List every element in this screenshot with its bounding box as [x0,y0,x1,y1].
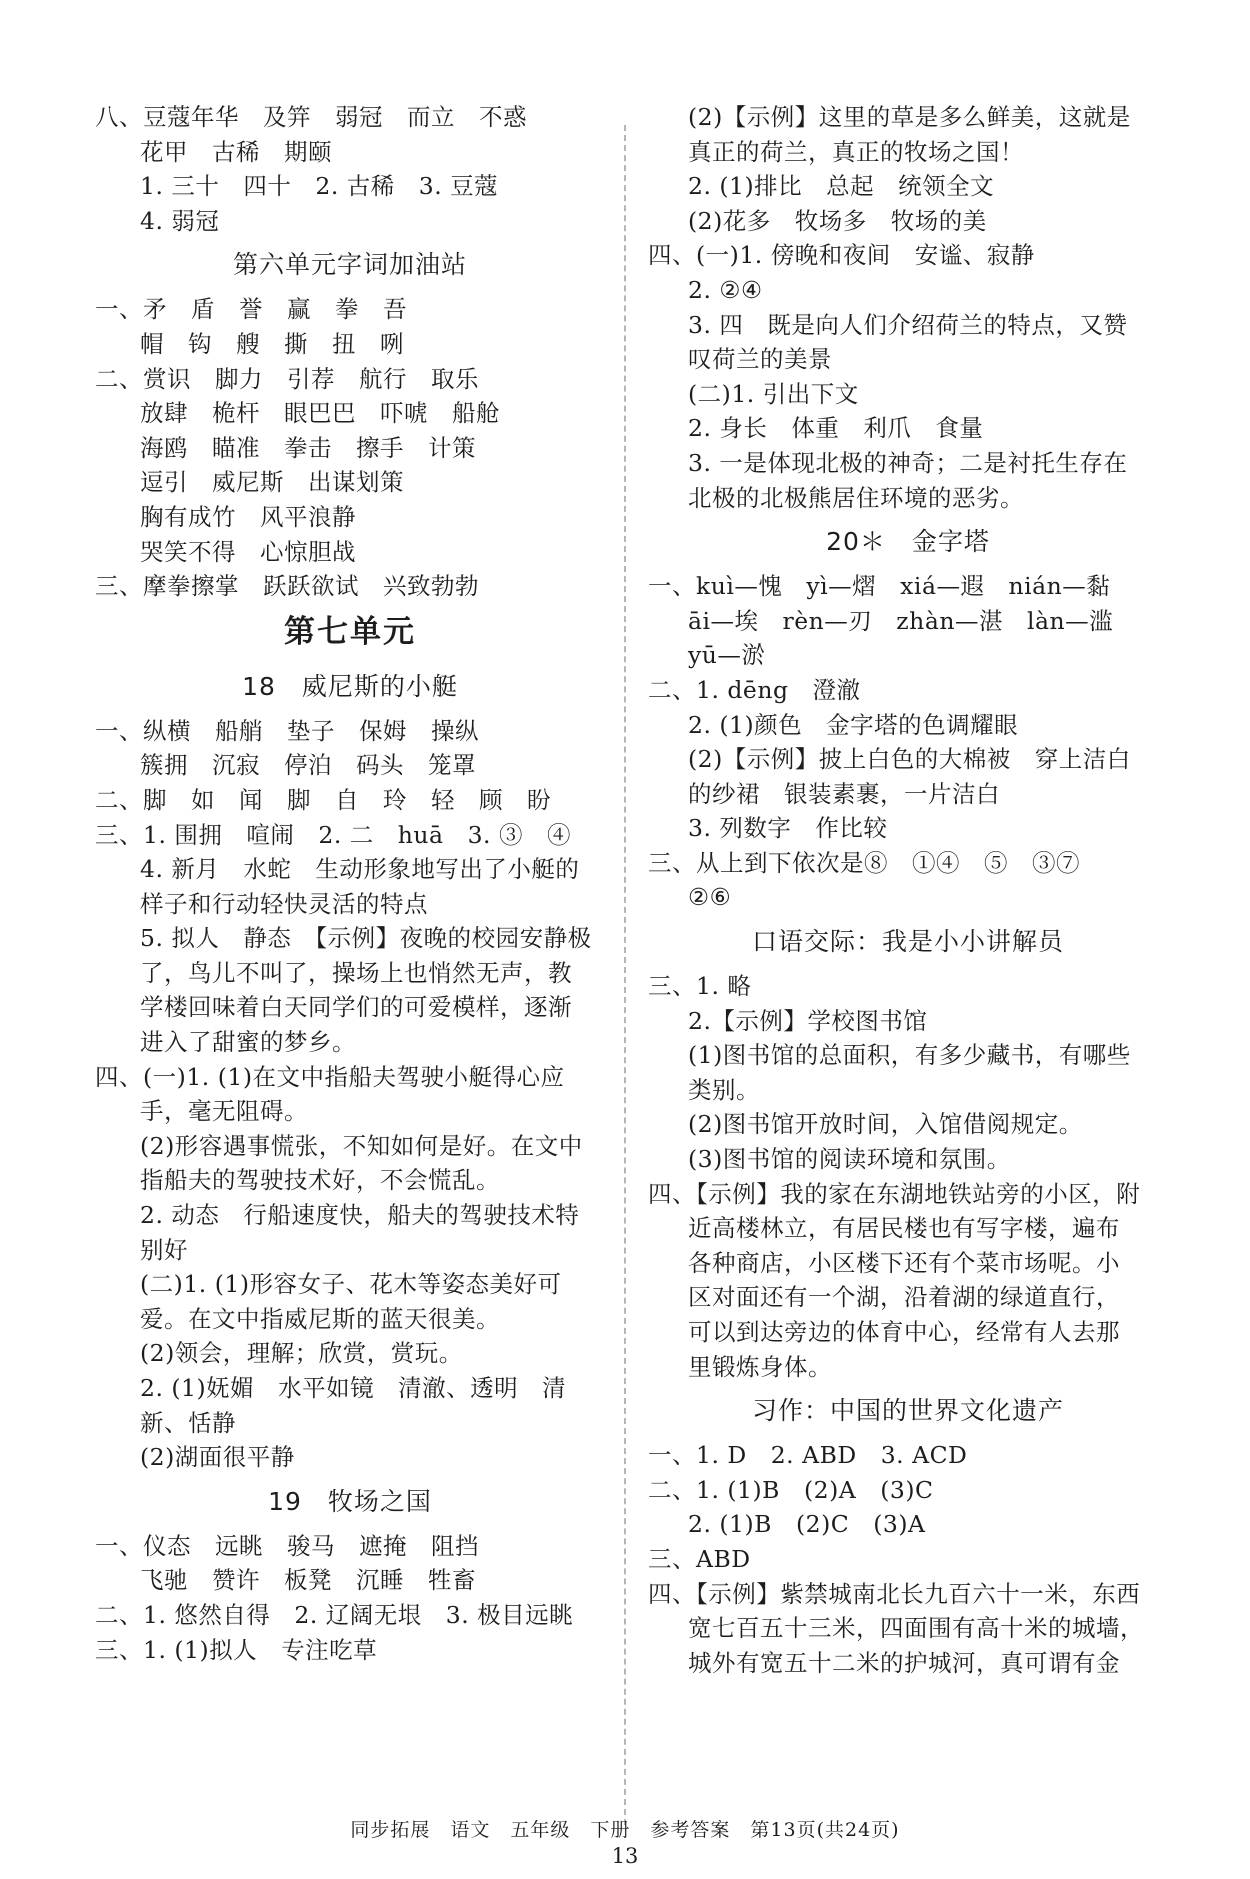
answer-line: 四、【示例】我的家在东湖地铁站旁的小区，附 [648,1179,1141,1208]
answer-line: 3. 四 既是向人们介绍荷兰的特点，又赞 [688,310,1128,339]
section-heading: 19 牧场之国 [268,1486,432,1516]
answer-line: 3. 列数字 作比较 [688,814,888,843]
answer-line: 类别。 [688,1075,760,1104]
answer-line: (2)【示例】披上白色的大棉被 穿上洁白 [688,745,1131,774]
answer-line: 1. 三十 四十 2. 古稀 3. 豆蔻 [140,172,499,201]
answer-line: 2. (1)颜色 金字塔的色调耀眼 [688,710,1019,739]
section-heading: 第七单元 [284,613,416,650]
answer-line: 三、1. 围拥 喧闹 2. 二 huā 3. ③ ④ [95,820,571,849]
answer-line: 2. (1)B (2)C (3)A [688,1510,926,1539]
answer-line: 一、1. D 2. ABD 3. ACD [648,1441,968,1470]
answer-line: 一、kuì—愧 yì—熠 xiá—遐 nián—黏 [648,572,1111,601]
answer-line: 各种商店，小区楼下还有个菜市场呢。小 [688,1248,1120,1277]
answer-line: 二、1. dēng 澄澈 [648,675,861,704]
answer-line: 真正的荷兰，真正的牧场之国！ [688,137,1024,166]
answer-line: (2)【示例】这里的草是多么鲜美，这就是 [688,103,1131,131]
answer-line: āi—埃 rèn—刃 zhàn—湛 làn—滥 [688,606,1114,635]
section-heading: 18 威尼斯的小艇 [242,671,458,701]
answer-line: (二)1. (1)形容女子、花木等姿态美好可 [140,1270,562,1299]
answer-line: 二、赏识 脚力 引荐 航行 取乐 [95,364,479,393]
answer-line: 4. 弱冠 [140,206,220,235]
answer-line: 的纱裙 银装素裹，一片洁白 [688,779,1000,808]
answer-line: 二、1. 悠然自得 2. 辽阔无垠 3. 极目远眺 [95,1600,574,1629]
answer-line: 2. 动态 行船速度快，船夫的驾驶技术特 [140,1201,580,1230]
answer-line: (1)图书馆的总面积，有多少藏书，有哪些 [688,1041,1131,1070]
answer-line: 放肆 桅杆 眼巴巴 吓唬 船舱 [140,399,500,428]
page-number: 13 [611,1844,639,1868]
answer-line: yū—淤 [688,641,766,670]
answer-line: 指船夫的驾驶技术好，不会慌乱。 [140,1166,500,1195]
answer-line: 帽 钩 艘 撕 扭 咧 [140,329,404,358]
answer-line: 2. (1)妩媚 水平如镜 清澈、透明 清 [140,1374,567,1402]
answer-line: 花甲 古稀 期颐 [140,137,332,166]
answer-line: 三、1. 略 [648,972,752,1001]
answer-line: 八、豆蔻年华 及笄 弱冠 而立 不惑 [95,103,527,131]
section-heading: 20＊ 金字塔 [826,527,990,557]
answer-line: 北极的北极熊居住环境的恶劣。 [688,483,1024,512]
answer-line: 宽七百五十三米，四面围有高十米的城墙， [688,1614,1144,1643]
answer-line: (2)花多 牧场多 牧场的美 [688,206,987,235]
answer-line: 飞驰 赞许 板凳 沉睡 牲畜 [140,1566,476,1595]
answer-line: ②⑥ [688,883,732,912]
answer-line: 海鸥 瞄准 拳击 擦手 计策 [140,433,476,462]
answer-line: (3)图书馆的阅读环境和氛围。 [688,1145,1011,1174]
answer-line: (2)图书馆开放时间，入馆借阅规定。 [688,1110,1083,1139]
answer-line: 2. (1)排比 总起 统领全文 [688,172,995,201]
left-column [95,100,605,1667]
answer-line: 了，鸟儿不叫了，操场上也悄然无声，教 [140,958,572,987]
answer-line: 三、从上到下依次是⑧ ①④ ⑤ ③⑦ [648,848,1080,877]
answer-line: 2.【示例】学校图书馆 [688,1006,928,1035]
answer-line: (二)1. 引出下文 [688,379,859,408]
answer-line: 学楼回味着白天同学们的可爱模样，逐渐 [140,993,572,1022]
section-heading: 第六单元字词加油站 [232,250,467,280]
answer-line: 叹荷兰的美景 [688,345,832,374]
answer-line: 二、脚 如 闻 脚 自 玲 轻 顾 盼 [95,785,551,814]
answer-line: 二、1. (1)B (2)A (3)C [648,1475,934,1504]
answer-line: 三、1. (1)拟人 专注吃草 [95,1635,378,1664]
answer-line: 新、恬静 [140,1408,236,1437]
answer-line: 2. ②④ [688,275,763,304]
answer-line: 一、纵横 船艄 垫子 保姆 操纵 [95,716,479,745]
right-column [648,100,1168,1680]
answer-line: 可以到达旁边的体育中心，经常有人去那 [688,1318,1120,1346]
answer-line: 四、(一)1. (1)在文中指船夫驾驶小艇得心应 [95,1062,565,1091]
answer-line: 4. 新月 水蛇 生动形象地写出了小艇的 [140,855,580,884]
answer-line: 四、(一)1. 傍晚和夜间 安谧、寂静 [648,241,1035,270]
answer-line: 三、摩拳擦掌 跃跃欲试 兴致勃勃 [95,572,479,601]
answer-line: 三、ABD [648,1544,751,1573]
answer-line: 样子和行动轻快灵活的特点 [140,889,428,918]
answer-line: 一、矛 盾 誉 赢 拳 吾 [95,295,407,324]
answer-line: 一、仪态 远眺 骏马 遮掩 阻挡 [95,1531,479,1560]
column-divider [624,125,626,1825]
page-footer: 同步拓展 语文 五年级 下册 参考答案 第13页(共24页) [350,1819,900,1841]
answer-line: 2. 身长 体重 利爪 食量 [688,414,984,443]
answer-line: 手，毫无阻碍。 [140,1097,308,1126]
answer-line: 别好 [140,1235,188,1264]
answer-line: 5. 拟人 静态 【示例】夜晚的校园安静极 [140,924,592,953]
answer-line: (2)湖面很平静 [140,1443,295,1472]
answer-line: (2)形容遇事慌张，不知如何是好。在文中 [140,1131,583,1160]
section-heading: 习作：中国的世界文化遗产 [751,1396,1064,1426]
answer-line: 进入了甜蜜的梦乡。 [140,1028,356,1057]
answer-line: 爱。在文中指威尼斯的蓝天很美。 [140,1304,500,1333]
section-heading: 口语交际：我是小小讲解员 [751,927,1064,957]
answer-line: 簇拥 沉寂 停泊 码头 笼罩 [140,751,476,780]
answer-line: 城外有宽五十二米的护城河，真可谓有金 [688,1648,1120,1677]
answer-line: 3. 一是体现北极的神奇；二是衬托生存在 [688,448,1128,477]
answer-line: (2)领会，理解；欣赏，赏玩。 [140,1339,463,1368]
answer-line: 区对面还有一个湖，沿着湖的绿道直行， [688,1283,1120,1312]
answer-line: 里锻炼身体。 [688,1352,832,1381]
answer-line: 逗引 威尼斯 出谋划策 [140,468,404,497]
answer-line: 近高楼林立，有居民楼也有写字楼，遍布 [688,1214,1120,1243]
answer-line: 四、【示例】紫禁城南北长九百六十一米，东西 [648,1579,1141,1608]
answer-line: 哭笑不得 心惊胆战 [140,537,356,566]
answer-line: 胸有成竹 风平浪静 [140,502,356,531]
